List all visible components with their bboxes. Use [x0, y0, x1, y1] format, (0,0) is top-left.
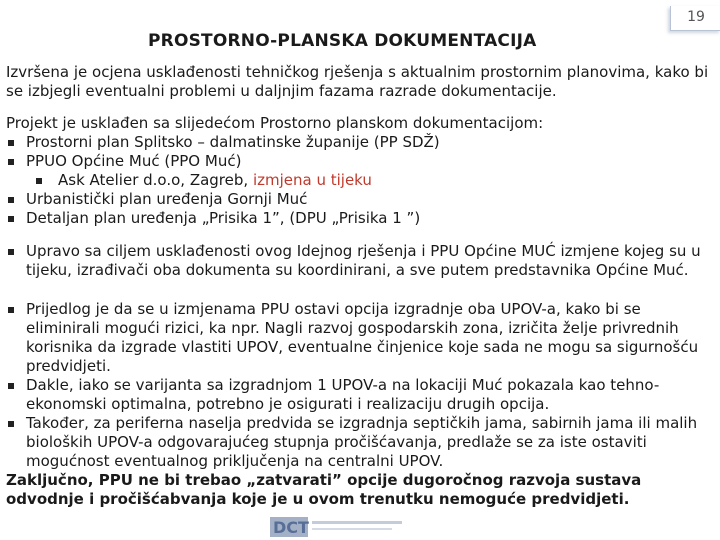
- list-item: Prijedlog je da se u izmjenama PPU ostavi opcija izgradnje oba UPOV-a, kako bi se eliminirali mogući rizici, ka npr. Nagli razvoj gospodarskih zona, izričita želje privrednih korisnika da izgrade vlastiti UPOV, eventualne činjenice koje sada ne mogu sa sigurnošću predvidjeti.: [6, 300, 716, 376]
- conclusion-paragraph: Zaključno, PPU ne bi trebao „zatvarati” opcije dugoročnog razvoja sustava odvodnje i pročišćabvanja koje je u ovom trenutku nemoguće predvidjeti.: [6, 471, 642, 508]
- plans-intro: Projekt je usklađen sa slijedećom Prostorno planskom dokumentacijom:: [6, 114, 544, 132]
- list-item: Urbanistički plan uređenja Gornji Muć: [6, 190, 716, 209]
- list-item: Također, za periferna naselja predvida se izgradnja septičkih jama, sabirnih jama ili malih bioloških UPOV-a odgovarajućeg stupnja pročišćavanja, predlaže se za iste ostaviti mogućnost eventualnog priključenja na centralni UPOV.: [6, 414, 716, 471]
- list-item: Upravo sa ciljem usklađenosti ovog Idejnog rješenja i PPU Općine MUĆ izmjene kojeg su u tijeku, izrađivači oba dokumenta su koordinirani, a sve putem predstavnika Općine Muć.: [6, 242, 716, 280]
- plans-list: [6, 133, 716, 228]
- sub-item-text: Ask Atelier d.o.o, Zagreb,: [58, 171, 253, 189]
- slide-body: [6, 63, 716, 509]
- list-item: Detaljan plan uređenja „Prisika 1”, (DPU „Prisika 1 ”): [6, 209, 716, 228]
- status-highlight: izmjena u tijeku: [252, 171, 372, 189]
- intro-paragraph: Izvršena je ocjena usklađenosti tehničkog rješenja s aktualnim prostornim planovima, kako bi se izbjegli eventualni problemi u daljnjim fazama razrade dokumentacije.: [6, 63, 709, 100]
- sub-list-item: [6, 171, 716, 190]
- proposals-list: [6, 300, 716, 471]
- list-item: PPUO Općine Muć (PPO Muć): [6, 152, 716, 171]
- coordination-list: [6, 242, 716, 280]
- list-item: Prostorni plan Splitsko – dalmatinske županije (PP SDŽ): [6, 133, 716, 152]
- company-logo: [270, 516, 410, 538]
- page-number: 19: [670, 6, 720, 31]
- slide-title: PROSTORNO-PLANSKA DOKUMENTACIJA: [148, 31, 537, 51]
- logo-text: DCT: [273, 518, 309, 537]
- list-item: Dakle, iako se varijanta sa izgradnjom 1 UPOV-a na lokaciji Muć pokazala kao tehno-ekonomski optimalna, potrebno je osigurati i realizaciju drugih opcija.: [6, 376, 716, 414]
